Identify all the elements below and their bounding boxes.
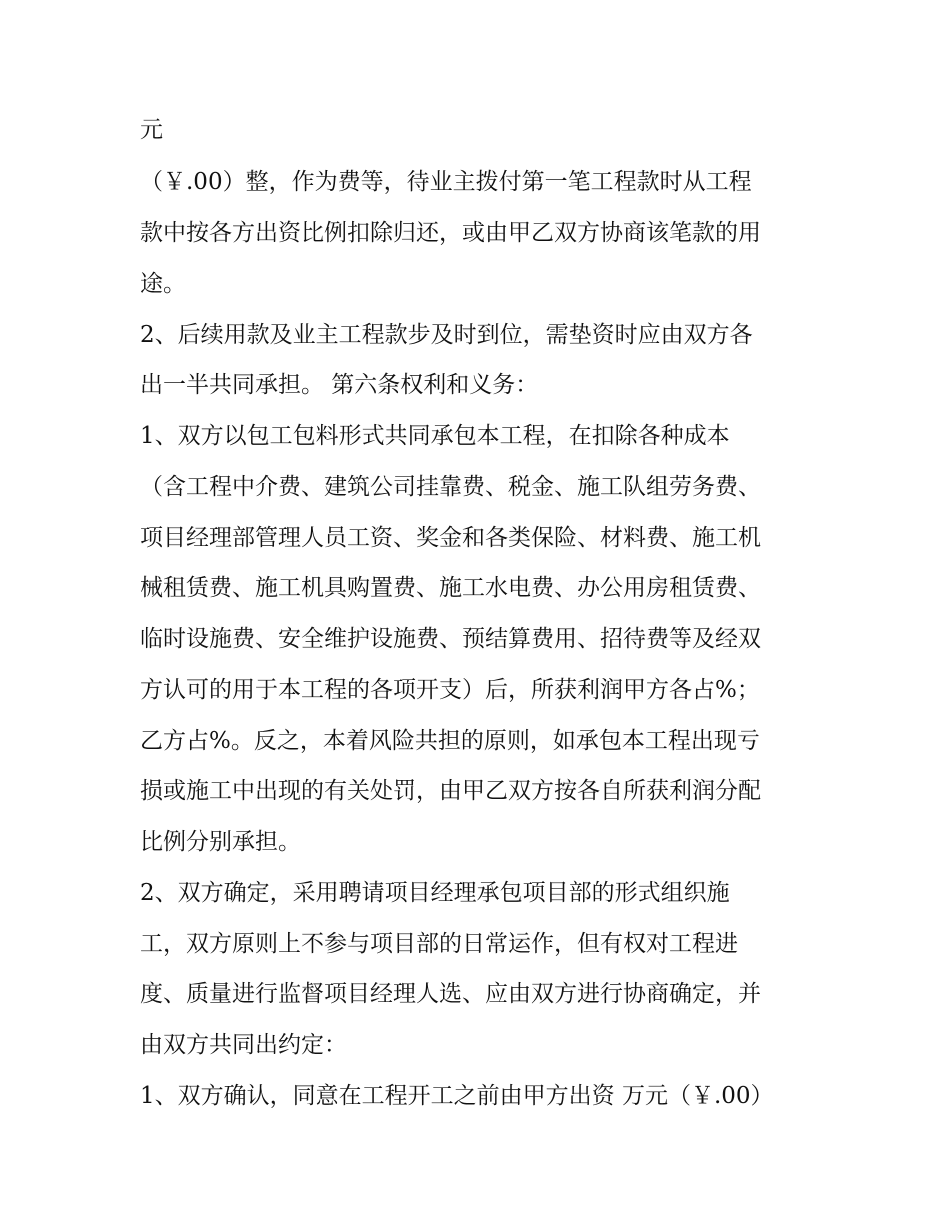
text-line: 1、双方确认，同意在工程开工之前由甲方出资 万元（￥.00） [140,1083,774,1109]
text-line: 度、质量进行监督项目经理人选、应由双方进行协商确定，并 [140,981,761,1007]
text-line: 工，双方原则上不参与项目部的日常运作，但有权对工程进 [140,931,738,957]
text-line: 方认可的用于本工程的各项开支）后，所获利润甲方各占%； [140,677,760,703]
text-line: 1、双方以包工包料形式共同承包本工程，在扣除各种成本 [140,423,730,449]
text-line: 械租赁费、施工机具购置费、施工水电费、办公用房租赁费、 [140,575,761,601]
text-line: 损或施工中出现的有关处罚，由甲乙双方按各自所获利润分配 [140,778,761,804]
text-line: 元 [140,117,163,143]
text-line: （￥.00）整，作为费等，待业主拨付第一笔工程款时从工程 [140,169,752,195]
text-line: （含工程中介费、建筑公司挂靠费、税金、施工队组劳务费、 [140,474,761,500]
text-line: 项目经理部管理人员工资、奖金和各类保险、材料费、施工机 [140,525,761,551]
text-line: 乙方占%。反之，本着风险共担的原则，如承包本工程出现亏 [140,728,760,754]
text-line: 出一半共同承担。 第六条权利和义务： [140,372,539,398]
text-line: 款中按各方出资比例扣除归还，或由甲乙双方协商该笔款的用 [140,220,761,246]
text-line: 途。 [140,271,186,297]
text-line: 2、双方确定，采用聘请项目经理承包项目部的形式组织施 [140,880,730,906]
text-line: 由双方共同出约定： [140,1032,347,1058]
text-line: 比例分别承担。 [140,829,301,855]
text-line: 临时设施费、安全维护设施费、预结算费用、招待费等及经双 [140,626,761,652]
text-line: 2、后续用款及业主工程款步及时到位，需垫资时应由双方各 [140,322,753,348]
